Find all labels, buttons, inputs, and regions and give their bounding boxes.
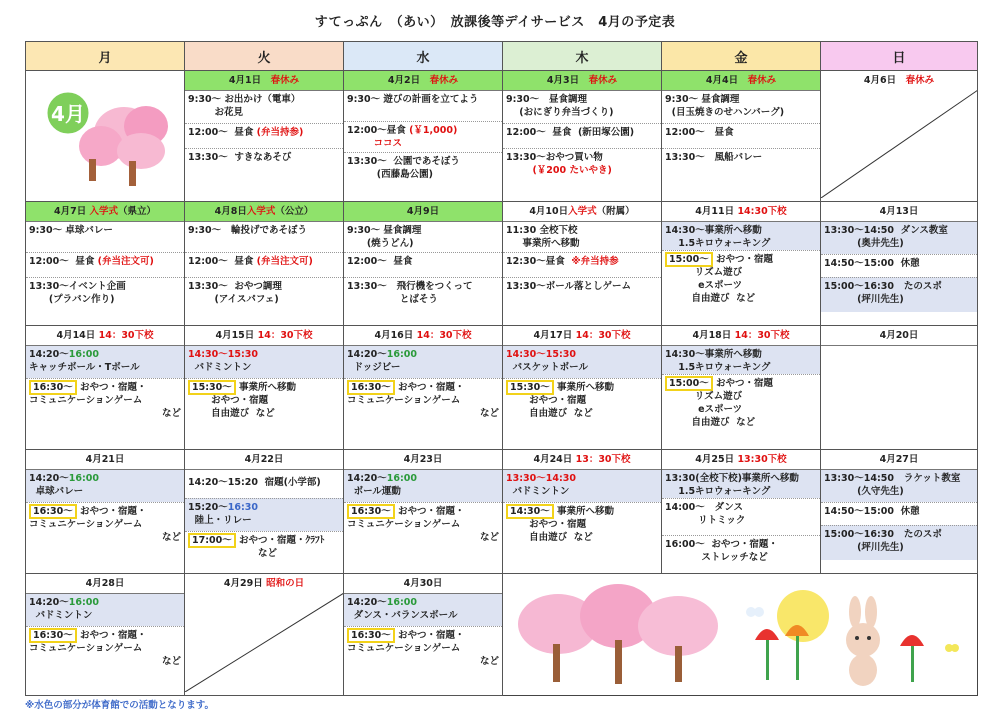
schedule-item: 14:20～16:00 卓球バレー <box>26 470 184 502</box>
schedule-item: 14:50～15:00 休憩 <box>821 254 977 277</box>
schedule-item: 13:30～14:50 ラケット教室 (久守先生) <box>821 470 977 502</box>
schedule-item: 15:30～ 事業所へ移動 おやつ・宿題 自由遊び など <box>185 378 343 420</box>
day-cell <box>344 202 503 326</box>
schedule-item: 13:30～ 飛行機をつくって とばそう <box>344 277 502 306</box>
date-header: 4月10日入学式（附属） <box>503 202 661 222</box>
date-header: 4月29日 昭和の日 <box>223 578 305 589</box>
schedule-item: 13:30～イベント企画 (プラバン作り) <box>26 277 184 306</box>
time-highlight: 15:00～ <box>665 252 713 267</box>
day-cell <box>662 71 821 202</box>
date-header: 4月9日 <box>344 202 502 222</box>
date-header: 4月1日 春休み <box>185 71 343 91</box>
day-cell <box>662 202 821 326</box>
day-cell <box>821 202 978 326</box>
date-header: 4月28日 <box>26 574 184 594</box>
date-header: 4月3日 春休み <box>503 71 661 91</box>
schedule-item: 12:00～ 昼食 (弁当持参) <box>185 123 343 148</box>
day-cell <box>503 450 662 574</box>
schedule-item: 14:50～15:00 休憩 <box>821 502 977 525</box>
schedule-item: 11:30 全校下校 事業所へ移動 <box>506 225 580 249</box>
schedule-item: 14:20～16:00 ボール運動 <box>344 470 502 502</box>
time-highlight: 14:30～ <box>506 504 554 519</box>
schedule-item: 15:20～16:30 陸上・リレー <box>185 498 343 531</box>
date-header: 4月14日 14：30下校 <box>26 326 184 346</box>
month-illustration-cell <box>26 71 185 202</box>
schedule-item: 13:30～ 公園であそぼう (西藤島公園) <box>344 152 502 181</box>
day-cell <box>344 326 503 450</box>
time-highlight: 16:30～ <box>347 380 395 395</box>
date-header: 4月20日 <box>821 326 977 346</box>
schedule-item: 14:20～16:00 キャッチボール・Tボール <box>26 346 184 378</box>
schedule-item: 9:30～ 遊びの計画を立てよう <box>347 94 479 105</box>
day-cell <box>821 326 978 450</box>
time-highlight: 16:30～ <box>347 504 395 519</box>
schedule-item: 9:30～ 昼食調理 (目玉焼きのせハンバーグ) <box>665 94 785 118</box>
schedule-item: 9:30～ 卓球バレー <box>29 225 113 236</box>
date-header: 4月23日 <box>344 450 502 470</box>
time-highlight: 16:30～ <box>347 628 395 643</box>
day-cell <box>503 71 662 202</box>
spring-illustration <box>503 574 977 692</box>
schedule-item: 14:20～15:20 宿題(小学部) <box>188 477 321 488</box>
day-cell <box>662 450 821 574</box>
schedule-item: 16:30～ おやつ・宿題・ コミュニケーションゲーム など <box>26 626 184 668</box>
schedule-item: 12:00～昼食 (￥1,000) ココス <box>344 121 502 152</box>
date-header: 4月27日 <box>821 450 977 470</box>
day-cell <box>344 574 503 696</box>
schedule-item: 9:30～ 昼食調理 (焼うどん) <box>347 225 422 249</box>
schedule-item: 14:30～事業所へ移動 1.5キロウォーキング <box>662 222 820 250</box>
schedule-item: 13:30(全校下校)事業所へ移動 1.5キロウォーキング <box>662 470 820 498</box>
schedule-item: 14:20～16:00 バドミントン <box>26 594 184 626</box>
schedule-item: 16:00～ おやつ・宿題・ ストレッチなど <box>662 535 820 564</box>
no-session-slash <box>185 593 343 692</box>
day-cell <box>185 326 344 450</box>
date-header: 4月8日入学式（公立） <box>185 202 343 222</box>
schedule-item: 17:00～ おやつ・宿題・ｸﾗﾌﾄ など <box>185 531 343 560</box>
day-cell <box>26 202 185 326</box>
day-cell <box>26 574 185 696</box>
date-header: 4月30日 <box>344 574 502 594</box>
schedule-item: 15:00～ おやつ・宿題 リズム遊び eスポーツ 自由遊び など <box>662 374 820 429</box>
day-cell <box>344 450 503 574</box>
schedule-item: 15:00～16:30 たのスポ (坪川先生) <box>821 525 977 560</box>
day-header-fri: 金 <box>662 42 821 71</box>
time-highlight: 15:30～ <box>506 380 554 395</box>
date-header: 4月11日 14:30下校 <box>662 202 820 222</box>
time-highlight: 17:00～ <box>188 533 236 548</box>
time-highlight: 16:30～ <box>29 380 77 395</box>
schedule-item: 13:30～おやつ買い物 (￥200 たいやき) <box>503 148 661 177</box>
schedule-item: 16:30～ おやつ・宿題・ コミュニケーションゲーム など <box>26 502 184 544</box>
schedule-item: 16:30～ おやつ・宿題・ コミュニケーションゲーム など <box>344 502 502 544</box>
day-cell <box>821 71 978 202</box>
schedule-item: 9:30～ 輪投げであそぼう <box>188 225 308 236</box>
day-cell <box>26 326 185 450</box>
day-cell <box>821 450 978 574</box>
schedule-item: 16:30～ おやつ・宿題・ コミュニケーションゲーム など <box>26 378 184 420</box>
day-cell <box>185 574 344 696</box>
date-header: 4月21日 <box>26 450 184 470</box>
schedule-item: 14:30～ 事業所へ移動 おやつ・宿題 自由遊び など <box>503 502 661 544</box>
day-cell <box>503 326 662 450</box>
schedule-item: 14:20～16:00 ダンス・バランスボール <box>344 594 502 626</box>
cherry-tree-illustration <box>26 71 184 198</box>
date-header: 4月13日 <box>821 202 977 222</box>
schedule-item: 9:30～ 昼食調理 (おにぎり弁当づくり) <box>506 94 614 118</box>
day-header-wed: 水 <box>344 42 503 71</box>
date-header: 4月6日 春休み <box>863 75 935 86</box>
day-header-thu: 木 <box>503 42 662 71</box>
date-header: 4月7日 入学式（県立） <box>26 202 184 222</box>
schedule-item: 13:30～ボール落としゲーム <box>503 277 661 293</box>
time-highlight: 16:30～ <box>29 504 77 519</box>
day-cell <box>503 202 662 326</box>
schedule-item: 13:30～ 風船バレー <box>662 148 820 164</box>
month-badge: 4月 <box>51 102 85 126</box>
date-header: 4月16日 14：30下校 <box>344 326 502 346</box>
day-header-sun: 日 <box>821 42 978 71</box>
date-header: 4月17日 14：30下校 <box>503 326 661 346</box>
date-header: 4月24日 13：30下校 <box>503 450 661 470</box>
schedule-item: 14:30～15:30 バスケットボール <box>503 346 661 378</box>
schedule-item: 15:00～ おやつ・宿題 リズム遊び eスポーツ 自由遊び など <box>662 250 820 305</box>
schedule-item: 12:00～ 昼食 <box>662 123 820 148</box>
day-cell <box>185 71 344 202</box>
schedule-item: 12:00～ 昼食 (弁当注文可) <box>185 252 343 277</box>
schedule-item: 12:00～ 昼食 (弁当注文可) <box>26 252 184 277</box>
day-header-tue: 火 <box>185 42 344 71</box>
schedule-table <box>25 41 978 696</box>
time-highlight: 15:00～ <box>665 376 713 391</box>
date-header: 4月2日 春休み <box>344 71 502 91</box>
schedule-item: 9:30～ お出かけ（電車） お花見 <box>188 94 301 118</box>
day-header-mon: 月 <box>26 42 185 71</box>
page-title: すてっぷん （あい） 放課後等デイサービス 4月の予定表 <box>314 15 676 30</box>
date-header: 4月25日 13:30下校 <box>662 450 820 470</box>
date-header: 4月15日 14：30下校 <box>185 326 343 346</box>
schedule-item: 13:30～14:30 バドミントン <box>503 470 661 502</box>
schedule-item: 13:30～ すきなあそび <box>185 148 343 164</box>
schedule-item: 14:30～15:30 バドミントン <box>185 346 343 378</box>
schedule-item: 13:30～14:50 ダンス教室 (奥井先生) <box>821 222 977 254</box>
time-highlight: 15:30～ <box>188 380 236 395</box>
day-cell <box>344 71 503 202</box>
footnote: ※水色の部分が体育館での活動となります。 <box>25 700 214 711</box>
day-cell <box>185 202 344 326</box>
schedule-item: 15:30～ 事業所へ移動 おやつ・宿題 自由遊び など <box>503 378 661 420</box>
schedule-item: 14:00～ ダンス リトミック <box>662 498 820 535</box>
day-cell <box>185 450 344 574</box>
date-header: 4月18日 14：30下校 <box>662 326 820 346</box>
schedule-item: 12:00～ 昼食 <box>344 252 502 277</box>
date-header: 4月22日 <box>185 450 343 470</box>
schedule-item: 16:30～ おやつ・宿題・ コミュニケーションゲーム など <box>344 626 502 668</box>
day-cell <box>662 326 821 450</box>
schedule-item: 14:30～事業所へ移動 1.5キロウォーキング <box>662 346 820 374</box>
schedule-item: 12:00～ 昼食 (新田塚公園) <box>503 123 661 148</box>
decoration-cell <box>503 574 978 696</box>
schedule-item: 16:30～ おやつ・宿題・ コミュニケーションゲーム など <box>344 378 502 420</box>
schedule-item: 14:20～16:00 ドッジビー <box>344 346 502 378</box>
schedule-item: 12:30～昼食 ※弁当持参 <box>503 252 661 277</box>
schedule-item: 13:30～ おやつ調理 (アイスパフェ) <box>185 277 343 306</box>
day-cell <box>26 450 185 574</box>
date-header: 4月4日 春休み <box>662 71 820 91</box>
no-session-slash <box>821 90 977 198</box>
schedule-item: 15:00～16:30 たのスポ (坪川先生) <box>821 277 977 312</box>
time-highlight: 16:30～ <box>29 628 77 643</box>
